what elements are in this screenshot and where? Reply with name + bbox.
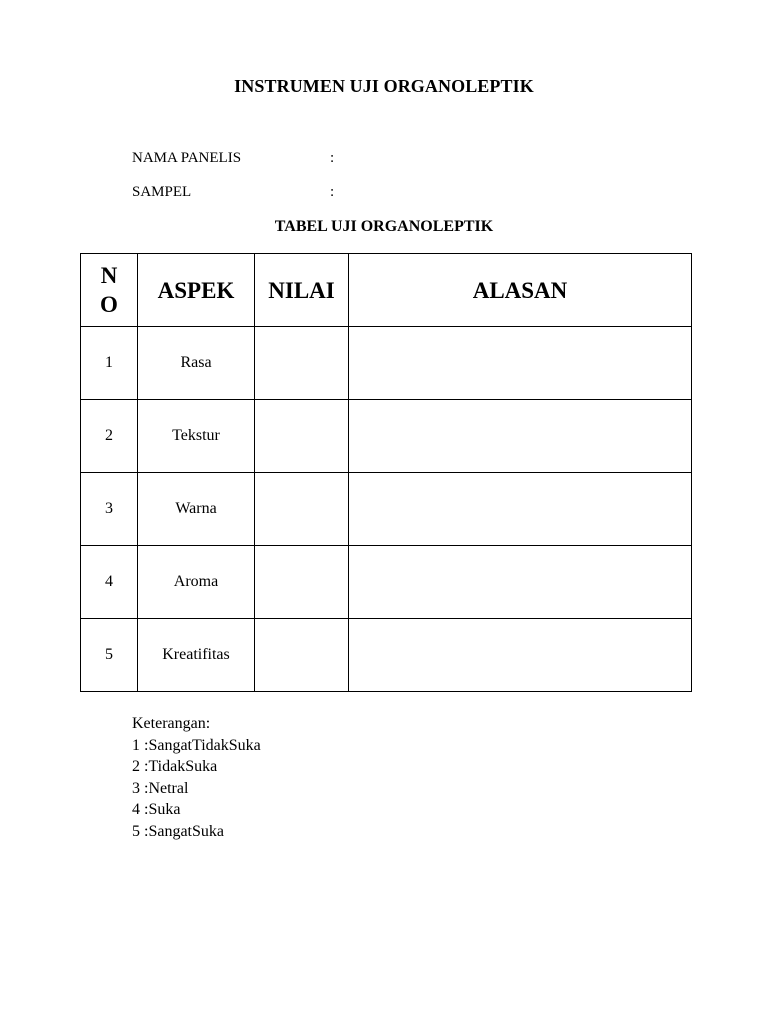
keterangan-item: 3 :Netral — [132, 779, 189, 797]
field-label-sampel: SAMPEL — [132, 184, 192, 200]
keterangan-item: 2 :TidakSuka — [132, 758, 218, 775]
cell-nilai[interactable] — [255, 473, 349, 546]
cell-nilai[interactable] — [255, 619, 349, 692]
table-header-row — [81, 254, 692, 327]
cell-aspek: Rasa — [138, 327, 255, 400]
cell-no: 1 — [81, 327, 138, 400]
keterangan-item: 1 :SangatTidakSuka — [132, 736, 261, 754]
cell-aspek: Aroma — [138, 546, 255, 619]
cell-alasan[interactable] — [349, 327, 692, 400]
field-label-nama-panelis: NAMA PANELIS — [132, 150, 242, 166]
cell-aspek: Warna — [138, 473, 255, 546]
cell-nilai[interactable] — [255, 400, 349, 473]
field-nama-panelis — [132, 150, 334, 167]
header-no — [81, 254, 138, 327]
table-row — [81, 619, 692, 692]
document-title: INSTRUMEN UJI ORGANOLEPTIK — [234, 76, 534, 96]
cell-nilai[interactable] — [255, 327, 349, 400]
header-nilai: NILAI — [255, 254, 349, 327]
cell-nilai[interactable] — [255, 546, 349, 619]
table-title: TABEL UJI ORGANOLEPTIK — [274, 218, 494, 235]
cell-no: 2 — [81, 400, 138, 473]
field-separator: : — [330, 184, 335, 200]
cell-alasan[interactable] — [349, 619, 692, 692]
field-sampel — [132, 184, 334, 201]
header-alasan: ALASAN — [349, 254, 692, 327]
keterangan-item: 5 :SangatSuka — [132, 822, 224, 840]
header-no-label: NO — [100, 263, 118, 317]
cell-alasan[interactable] — [349, 546, 692, 619]
cell-aspek: Kreatifitas — [138, 619, 255, 692]
keterangan-heading: Keterangan: — [132, 715, 211, 732]
table-row — [81, 546, 692, 619]
cell-no: 3 — [81, 473, 138, 546]
cell-no: 4 — [81, 546, 138, 619]
field-separator: : — [330, 150, 335, 166]
cell-alasan[interactable] — [349, 400, 692, 473]
cell-no: 5 — [81, 619, 138, 692]
table-row — [81, 400, 692, 473]
table-row — [81, 473, 692, 546]
keterangan-item: 4 :Suka — [132, 801, 181, 818]
cell-aspek: Tekstur — [138, 400, 255, 473]
cell-alasan[interactable] — [349, 473, 692, 546]
organoleptic-table — [80, 253, 692, 692]
table-row — [81, 327, 692, 400]
header-aspek: ASPEK — [138, 254, 255, 327]
keterangan-block — [132, 713, 261, 842]
